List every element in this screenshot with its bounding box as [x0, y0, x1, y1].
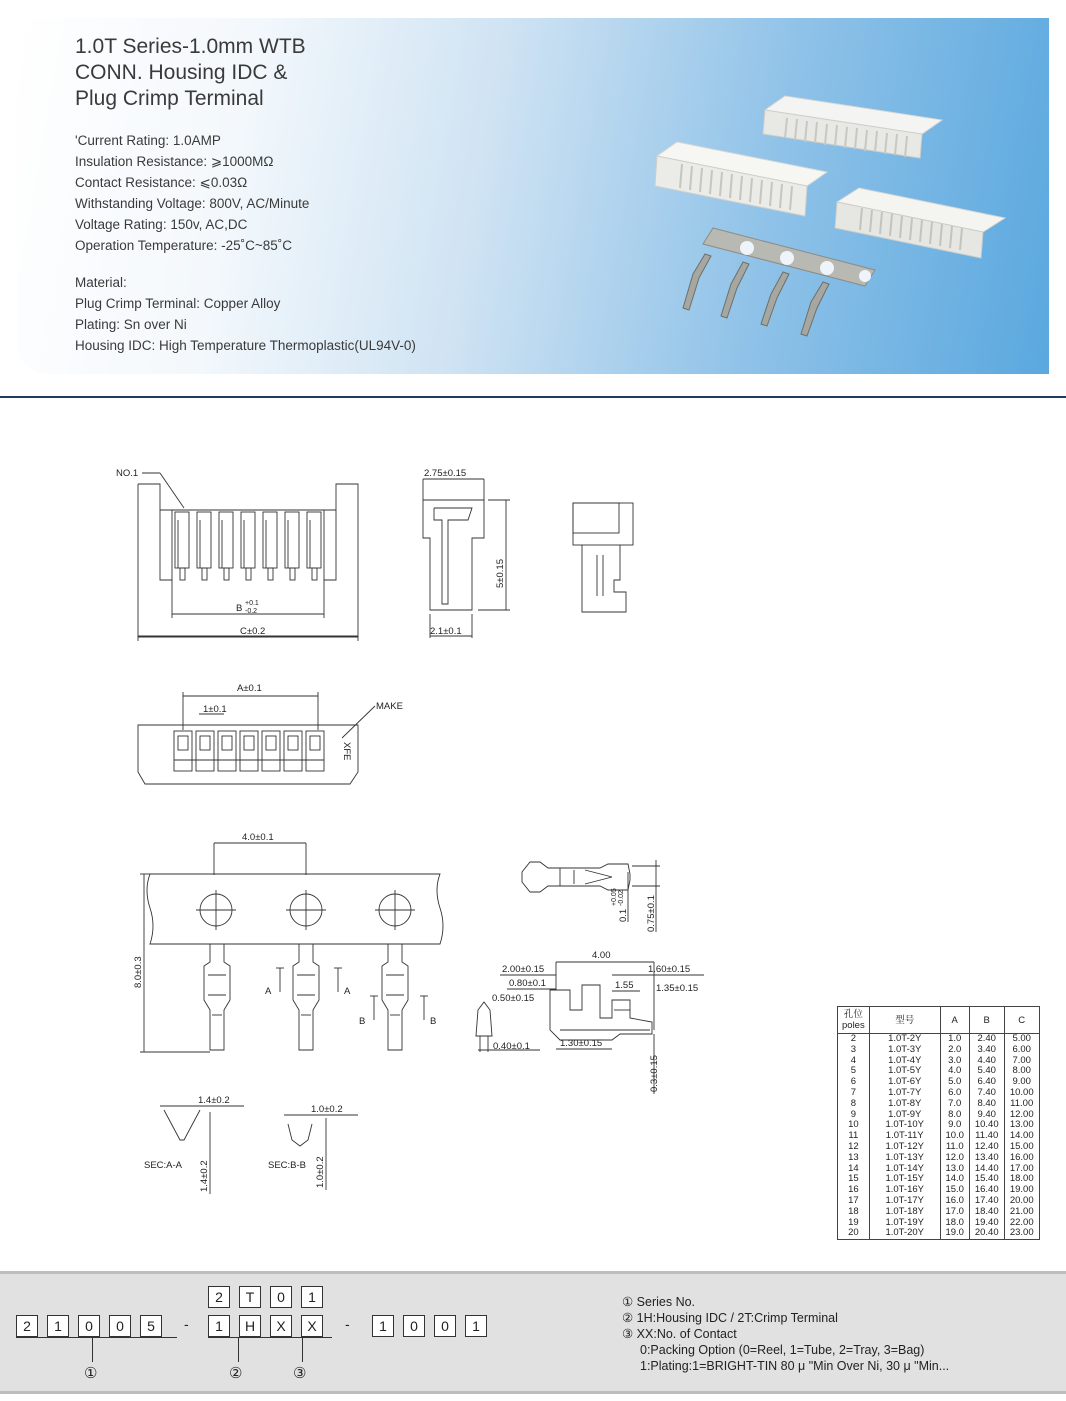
table-cell: 12.40: [969, 1142, 1004, 1153]
table-cell: 1.0T-11Y: [869, 1131, 940, 1142]
table-row: [838, 1110, 1040, 1121]
table-cell: 12.00: [1004, 1110, 1039, 1121]
product-title: [75, 34, 395, 112]
table-cell: 14.40: [969, 1164, 1004, 1175]
table-cell: 8.40: [969, 1099, 1004, 1110]
marker-type: ②: [229, 1364, 243, 1382]
table-cell: 16.40: [969, 1185, 1004, 1196]
table-cell: 5.00: [1004, 1034, 1039, 1045]
table-cell: 20.40: [969, 1228, 1004, 1239]
table-cell: 1.0T-10Y: [869, 1120, 940, 1131]
table-cell: 5.0: [940, 1077, 969, 1088]
table-cell: 1.0T-12Y: [869, 1142, 940, 1153]
housing-front-view: [116, 468, 358, 641]
xfe-mark: XFE: [341, 742, 352, 761]
table-row: [838, 1088, 1040, 1099]
spec-voltage-rating: Voltage Rating: 150v, AC,DC: [75, 217, 248, 232]
material-list: [75, 272, 416, 356]
terminal-side-view: [476, 950, 704, 1094]
header-banner: [17, 18, 1049, 374]
pole-dimension-table: [837, 1006, 1040, 1240]
terminal-thickness-tol-upper: +0.05: [611, 888, 618, 906]
legend-series: ① Series No.: [622, 1295, 696, 1309]
marker-contacts: ③: [293, 1364, 307, 1382]
table-cell: 1.0T-15Y: [869, 1174, 940, 1185]
part-number-dash: -: [345, 1316, 350, 1332]
table-cell: 17: [838, 1196, 870, 1207]
material-terminal: Plug Crimp Terminal: Copper Alloy: [75, 296, 281, 311]
table-cell: 13.40: [969, 1153, 1004, 1164]
table-cell: 21.00: [1004, 1207, 1039, 1218]
legend-packing: 0:Packing Option (0=Reel, 1=Tube, 2=Tray, 3=Bag): [640, 1343, 925, 1357]
table-cell: 8.0: [940, 1110, 969, 1121]
terminal-dim-0-3: 0.3±0.15: [649, 1055, 660, 1092]
part-number-digit-box: 5: [140, 1315, 162, 1337]
section-a-marker-right: A: [344, 986, 351, 997]
marker-leader-line: [238, 1337, 239, 1362]
reel-height-dim: 8.0±0.3: [133, 956, 144, 988]
housing-photo-2: [655, 142, 827, 216]
title-line: Plug Crimp Terminal: [75, 87, 264, 110]
section-a-marker-left: A: [265, 986, 272, 997]
section-b-b: [268, 1104, 358, 1190]
table-cell: 1.0T-7Y: [869, 1088, 940, 1099]
header-b: B: [969, 1007, 1004, 1034]
table-cell: 3: [838, 1045, 870, 1056]
table-cell: 7.0: [940, 1099, 969, 1110]
table-row: [838, 1164, 1040, 1175]
table-cell: 7.00: [1004, 1056, 1039, 1067]
material-heading: Material:: [75, 275, 127, 290]
table-row: [838, 1045, 1040, 1056]
table-row: [838, 1153, 1040, 1164]
material-housing: Housing IDC: High Temperature Thermoplastic(UL94V-0): [75, 338, 416, 353]
table-cell: 19: [838, 1218, 870, 1229]
table-cell: 10.0: [940, 1131, 969, 1142]
table-cell: 15.00: [1004, 1142, 1039, 1153]
housing-side-view: [423, 468, 510, 638]
part-number-dash: -: [184, 1316, 189, 1332]
table-cell: 15.0: [940, 1185, 969, 1196]
table-cell: 15: [838, 1174, 870, 1185]
table-cell: 1.0T-18Y: [869, 1207, 940, 1218]
product-photo: [637, 78, 1017, 338]
table-cell: 2.40: [969, 1034, 1004, 1045]
table-cell: 3.40: [969, 1045, 1004, 1056]
part-number-digit-box: 1: [465, 1315, 487, 1337]
spec-contact-resistance: Contact Resistance: ⩽0.03Ω: [75, 175, 248, 190]
terminal-dim-2-00: 2.00±0.15: [502, 964, 545, 975]
spec-withstanding-voltage: Withstanding Voltage: 800V, AC/Minute: [75, 196, 310, 211]
terminal-dim-0-50: 0.50±0.15: [492, 993, 535, 1004]
legend-contacts: ③ XX:No. of Contact: [622, 1327, 737, 1341]
table-cell: 17.0: [940, 1207, 969, 1218]
part-number-digit-box: 0: [78, 1315, 100, 1337]
table-cell: 6.00: [1004, 1045, 1039, 1056]
a-dimension: A±0.1: [237, 683, 262, 694]
table-cell: 8.00: [1004, 1066, 1039, 1077]
table-cell: 4.0: [940, 1066, 969, 1077]
terminal-dim-1-55: 1.55: [615, 980, 634, 991]
terminal-dim-1-35: 1.35±0.15: [656, 983, 699, 994]
table-cell: 14.0: [940, 1174, 969, 1185]
material-plating: Plating: Sn over Ni: [75, 317, 187, 332]
c-dimension: C±0.2: [240, 626, 266, 637]
table-cell: 6.40: [969, 1077, 1004, 1088]
table-cell: 18.40: [969, 1207, 1004, 1218]
table-cell: 11.0: [940, 1142, 969, 1153]
table-cell: 1.0T-19Y: [869, 1218, 940, 1229]
table-cell: 9.0: [940, 1120, 969, 1131]
table-cell: 10.40: [969, 1120, 1004, 1131]
table-cell: 3.0: [940, 1056, 969, 1067]
header-c: C: [1004, 1007, 1039, 1034]
table-cell: 6.0: [940, 1088, 969, 1099]
table-row: [838, 1131, 1040, 1142]
terminal-thickness-dim: 0.1: [618, 908, 629, 922]
table-row: [838, 1056, 1040, 1067]
reel-pitch-dim: 4.0±0.1: [242, 832, 274, 843]
table-cell: 1.0T-5Y: [869, 1066, 940, 1077]
title-line: CONN. Housing IDC &: [75, 61, 288, 84]
table-row: [838, 1196, 1040, 1207]
housing-photo-1: [763, 96, 942, 158]
table-cell: 4: [838, 1056, 870, 1067]
table-cell: 1.0T-14Y: [869, 1164, 940, 1175]
table-cell: 1.0T-13Y: [869, 1153, 940, 1164]
terminal-reel-strip: [133, 832, 443, 1052]
terminal-dim-1-60: 1.60±0.15: [648, 964, 691, 975]
part-number-digit-box: 1: [372, 1315, 394, 1337]
table-cell: 12: [838, 1142, 870, 1153]
terminal-thickness-tol-lower: -0.02: [618, 890, 625, 906]
part-number-digit-box: H: [239, 1315, 261, 1337]
spec-operation-temperature: Operation Temperature: -25˚C~85˚C: [75, 238, 292, 253]
table-row: [838, 1066, 1040, 1077]
terminal-height-dim: 0.75±0.1: [646, 895, 657, 932]
table-cell: 14.00: [1004, 1131, 1039, 1142]
table-cell: 1.0: [940, 1034, 969, 1045]
make-label: MAKE: [376, 701, 403, 712]
table-cell: 11.40: [969, 1131, 1004, 1142]
part-number-digit-box: 1: [208, 1315, 230, 1337]
table-row: [838, 1174, 1040, 1185]
table-cell: 13.00: [1004, 1120, 1039, 1131]
group-underline: [208, 1337, 332, 1338]
b-tolerance-lower: -0.2: [245, 608, 258, 615]
table-cell: 10.00: [1004, 1088, 1039, 1099]
table-cell: 1.0T-3Y: [869, 1045, 940, 1056]
table-cell: 9.40: [969, 1110, 1004, 1121]
table-cell: 1.0T-16Y: [869, 1185, 940, 1196]
table-cell: 2.0: [940, 1045, 969, 1056]
part-number-digit-box: 1: [301, 1286, 323, 1308]
part-number-digit-box: 0: [403, 1315, 425, 1337]
table-row: [838, 1034, 1040, 1045]
table-header-row: [838, 1007, 1040, 1034]
section-aa-label: SEC:A-A: [144, 1160, 183, 1171]
table-cell: 11: [838, 1131, 870, 1142]
spec-list: [75, 130, 309, 256]
spec-insulation-resistance: Insulation Resistance: ⩾1000MΩ: [75, 154, 274, 169]
table-cell: 1.0T-17Y: [869, 1196, 940, 1207]
table-cell: 1.0T-2Y: [869, 1034, 940, 1045]
terminal-dim-0-40: 0.40±0.1: [493, 1041, 530, 1052]
part-number-digit-box: 0: [109, 1315, 131, 1337]
table-cell: 4.40: [969, 1056, 1004, 1067]
section-bb-height-dim: 1.0±0.2: [315, 1156, 326, 1188]
part-number-digit-box: 1: [47, 1315, 69, 1337]
part-number-legend: [0, 1271, 1066, 1394]
terminal-top-view: [522, 860, 660, 932]
part-number-digit-box: 2: [16, 1315, 38, 1337]
table-cell: 18: [838, 1207, 870, 1218]
table-cell: 7.40: [969, 1088, 1004, 1099]
marker-series: ①: [84, 1364, 98, 1382]
table-cell: 20.00: [1004, 1196, 1039, 1207]
section-aa-height-dim: 1.4±0.2: [199, 1160, 210, 1192]
table-cell: 14: [838, 1164, 870, 1175]
table-cell: 10: [838, 1120, 870, 1131]
table-row: [838, 1185, 1040, 1196]
table-row: [838, 1142, 1040, 1153]
part-number-digit-box: T: [239, 1286, 261, 1308]
header-poles: 孔位 poles: [838, 1007, 870, 1034]
marker-leader-line: [92, 1337, 93, 1362]
table-cell: 5.40: [969, 1066, 1004, 1077]
crimp-terminal-photo: [683, 228, 875, 336]
group-underline: [16, 1337, 177, 1338]
table-cell: 11.00: [1004, 1099, 1039, 1110]
table-cell: 1.0T-4Y: [869, 1056, 940, 1067]
side-height-dim: 5±0.15: [495, 559, 506, 588]
part-number-digit-box: X: [270, 1315, 292, 1337]
table-cell: 19.40: [969, 1218, 1004, 1229]
housing-photo-3: [835, 188, 1005, 258]
table-row: [838, 1207, 1040, 1218]
title-line: 1.0T Series-1.0mm WTB: [75, 35, 306, 58]
housing-end-view: [573, 503, 633, 612]
table-cell: 16: [838, 1185, 870, 1196]
part-number-digit-box: 0: [434, 1315, 456, 1337]
header-model: 型号: [869, 1007, 940, 1034]
table-cell: 18.00: [1004, 1174, 1039, 1185]
table-cell: 16.00: [1004, 1153, 1039, 1164]
terminal-dim-1-30: 1.30±0.15: [560, 1038, 603, 1049]
table-cell: 9.00: [1004, 1077, 1039, 1088]
section-a-a: [144, 1095, 244, 1194]
table-cell: 17.00: [1004, 1164, 1039, 1175]
terminal-dim-0-80: 0.80±0.1: [509, 978, 546, 989]
housing-top-view: [138, 683, 403, 784]
table-cell: 19.0: [940, 1228, 969, 1239]
table-cell: 13: [838, 1153, 870, 1164]
table-cell: 6: [838, 1077, 870, 1088]
section-bb-width-dim: 1.0±0.2: [311, 1104, 343, 1115]
table-row: [838, 1077, 1040, 1088]
table-cell: 1.0T-20Y: [869, 1228, 940, 1239]
header-a: A: [940, 1007, 969, 1034]
part-number-legend-text: [622, 1294, 949, 1374]
spec-current-rating: 'Current Rating: 1.0AMP: [75, 133, 221, 148]
table-cell: 23.00: [1004, 1228, 1039, 1239]
table-cell: 22.00: [1004, 1218, 1039, 1229]
table-row: [838, 1120, 1040, 1131]
table-row: [838, 1228, 1040, 1239]
terminal-length-dim: 4.00: [592, 950, 611, 961]
side-width-dim: 2.75±0.15: [424, 468, 467, 479]
table-cell: 1.0T-8Y: [869, 1099, 940, 1110]
table-cell: 1.0T-6Y: [869, 1077, 940, 1088]
pitch-dimension: 1±0.1: [203, 704, 227, 715]
table-cell: 19.00: [1004, 1185, 1039, 1196]
table-cell: 12.0: [940, 1153, 969, 1164]
table-cell: 17.40: [969, 1196, 1004, 1207]
section-aa-width-dim: 1.4±0.2: [198, 1095, 230, 1106]
table-cell: 18.0: [940, 1218, 969, 1229]
section-b-marker-left: B: [359, 1016, 366, 1027]
table-cell: 20: [838, 1228, 870, 1239]
legend-plating: 1:Plating:1=BRIGHT-TIN 80 μ "Min Over Ni, 30 μ "Min...: [640, 1359, 950, 1373]
section-b-marker-right: B: [430, 1016, 437, 1027]
table-cell: 7: [838, 1088, 870, 1099]
side-base-dim: 2.1±0.1: [430, 626, 462, 637]
table-cell: 1.0T-9Y: [869, 1110, 940, 1121]
marker-leader-line: [302, 1337, 303, 1362]
section-bb-label: SEC:B-B: [268, 1160, 307, 1171]
table-cell: 13.0: [940, 1164, 969, 1175]
table-cell: 9: [838, 1110, 870, 1121]
part-number-digit-box: X: [301, 1315, 323, 1337]
b-tolerance-upper: +0.1: [245, 600, 259, 607]
table-cell: 16.0: [940, 1196, 969, 1207]
table-cell: 2: [838, 1034, 870, 1045]
table-cell: 15.40: [969, 1174, 1004, 1185]
part-number-digit-box: 2: [208, 1286, 230, 1308]
table-row: [838, 1218, 1040, 1229]
table-cell: 5: [838, 1066, 870, 1077]
no1-label: NO.1: [116, 468, 139, 479]
table-body: [838, 1034, 1040, 1240]
section-divider: [0, 396, 1066, 398]
part-number-digit-box: 0: [270, 1286, 292, 1308]
table-cell: 8: [838, 1099, 870, 1110]
b-dimension: B: [236, 603, 243, 614]
legend-type: ② 1H:Housing IDC / 2T:Crimp Terminal: [622, 1311, 838, 1325]
table-row: [838, 1099, 1040, 1110]
